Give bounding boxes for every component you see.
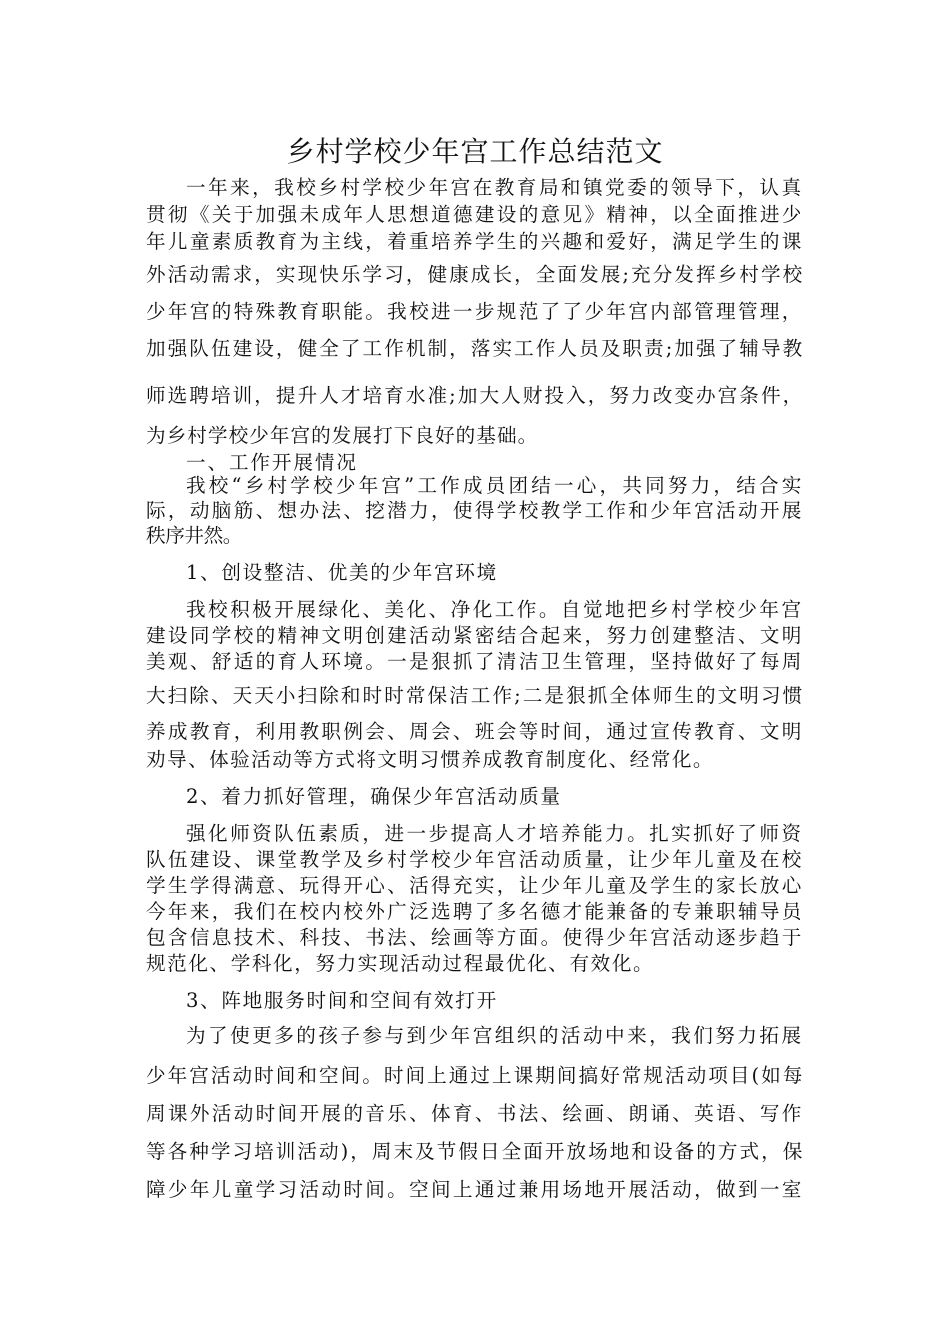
document-title: 乡村学校少年宫工作总结范文 bbox=[286, 135, 664, 168]
text-line: 今年来，我们在校内校外广泛选聘了多名德才能兼备的专兼职辅导员 bbox=[146, 900, 804, 923]
text-line: 劝导、体验活动等方式将文明习惯养成教育制度化、经常化。 bbox=[146, 748, 714, 771]
text-line: 包含信息技术、科技、书法、绘画等方面。使得少年宫活动逐步趋于 bbox=[146, 926, 804, 949]
text-line: 我校积极开展绿化、美化、净化工作。自觉地把乡村学校少年宫 bbox=[186, 598, 804, 621]
text-line: 少年宫活动时间和空间。时间上通过上课期间搞好常规活动项目(如每 bbox=[146, 1064, 805, 1087]
text-line: 我校“乡村学校少年宫”工作成员团结一心，共同努力，结合实 bbox=[186, 474, 805, 497]
text-line: 2、着力抓好管理，确保少年宫活动质量 bbox=[186, 785, 562, 808]
text-line: 外活动需求，实现快乐学习，健康成长，全面发展;充分发挥乡村学校 bbox=[146, 263, 805, 286]
text-line: 美观、舒适的育人环境。一是狠抓了清洁卫生管理，坚持做好了每周 bbox=[146, 650, 804, 673]
text-line: 大扫除、天天小扫除和时时常保洁工作;二是狠抓全体师生的文明习惯 bbox=[146, 684, 805, 707]
text-line: 年儿童素质教育为主线，着重培养学生的兴趣和爱好，满足学生的课 bbox=[146, 230, 804, 253]
text-line: 学生学得满意、玩得开心、活得充实，让少年儿童及学生的家长放心 bbox=[146, 874, 804, 897]
text-line: 队伍建设、课堂教学及乡村学校少年宫活动质量，让少年儿童及在校 bbox=[146, 848, 804, 871]
text-line: 一年来，我校乡村学校少年宫在教育局和镇党委的领导下，认真 bbox=[186, 176, 804, 199]
text-line: 强化师资队伍素质，进一步提高人才培养能力。扎实抓好了师资 bbox=[186, 822, 804, 845]
text-line: 为了使更多的孩子参与到少年宫组织的活动中来，我们努力拓展 bbox=[186, 1024, 804, 1047]
text-line: 1、创设整洁、优美的少年宫环境 bbox=[186, 561, 498, 584]
text-line: 师选聘培训，提升人才培育水准;加大人财投入，努力改变办宫条件， bbox=[146, 384, 805, 407]
text-line: 规范化、学科化，努力实现活动过程最优化、有效化。 bbox=[146, 952, 655, 975]
text-line: 3、阵地服务时间和空间有效打开 bbox=[186, 989, 498, 1012]
text-line: 为乡村学校少年宫的发展打下良好的基础。 bbox=[146, 424, 539, 447]
text-line: 贯彻《关于加强未成年人思想道德建设的意见》精神，以全面推进少 bbox=[146, 203, 804, 226]
text-line: 养成教育，利用教职例会、周会、班会等时间，通过宣传教育、文明 bbox=[146, 720, 804, 743]
text-line: 加强队伍建设，健全了工作机制，落实工作人员及职责;加强了辅导教 bbox=[146, 337, 805, 360]
text-line: 建设同学校的精神文明创建活动紧密结合起来，努力创建整洁、文明 bbox=[146, 624, 804, 647]
text-line: 一、工作开展情况 bbox=[186, 451, 358, 474]
text-line: 障少年儿童学习活动时间。空间上通过兼用场地开展活动，做到一室 bbox=[146, 1178, 804, 1201]
text-line: 少年宫的特殊教育职能。我校进一步规范了了少年宫内部管理管理， bbox=[146, 300, 804, 323]
text-line: 等各种学习培训活动)，周末及节假日全面开放场地和设备的方式，保 bbox=[146, 1140, 805, 1163]
text-line: 际，动脑筋、想办法、挖潜力，使得学校教学工作和少年宫活动开展 bbox=[146, 499, 804, 522]
text-line: 周课外活动时间开展的音乐、体育、书法、绘画、朗诵、英语、写作 bbox=[146, 1102, 804, 1125]
text-line: 秩序井然。 bbox=[146, 524, 242, 547]
